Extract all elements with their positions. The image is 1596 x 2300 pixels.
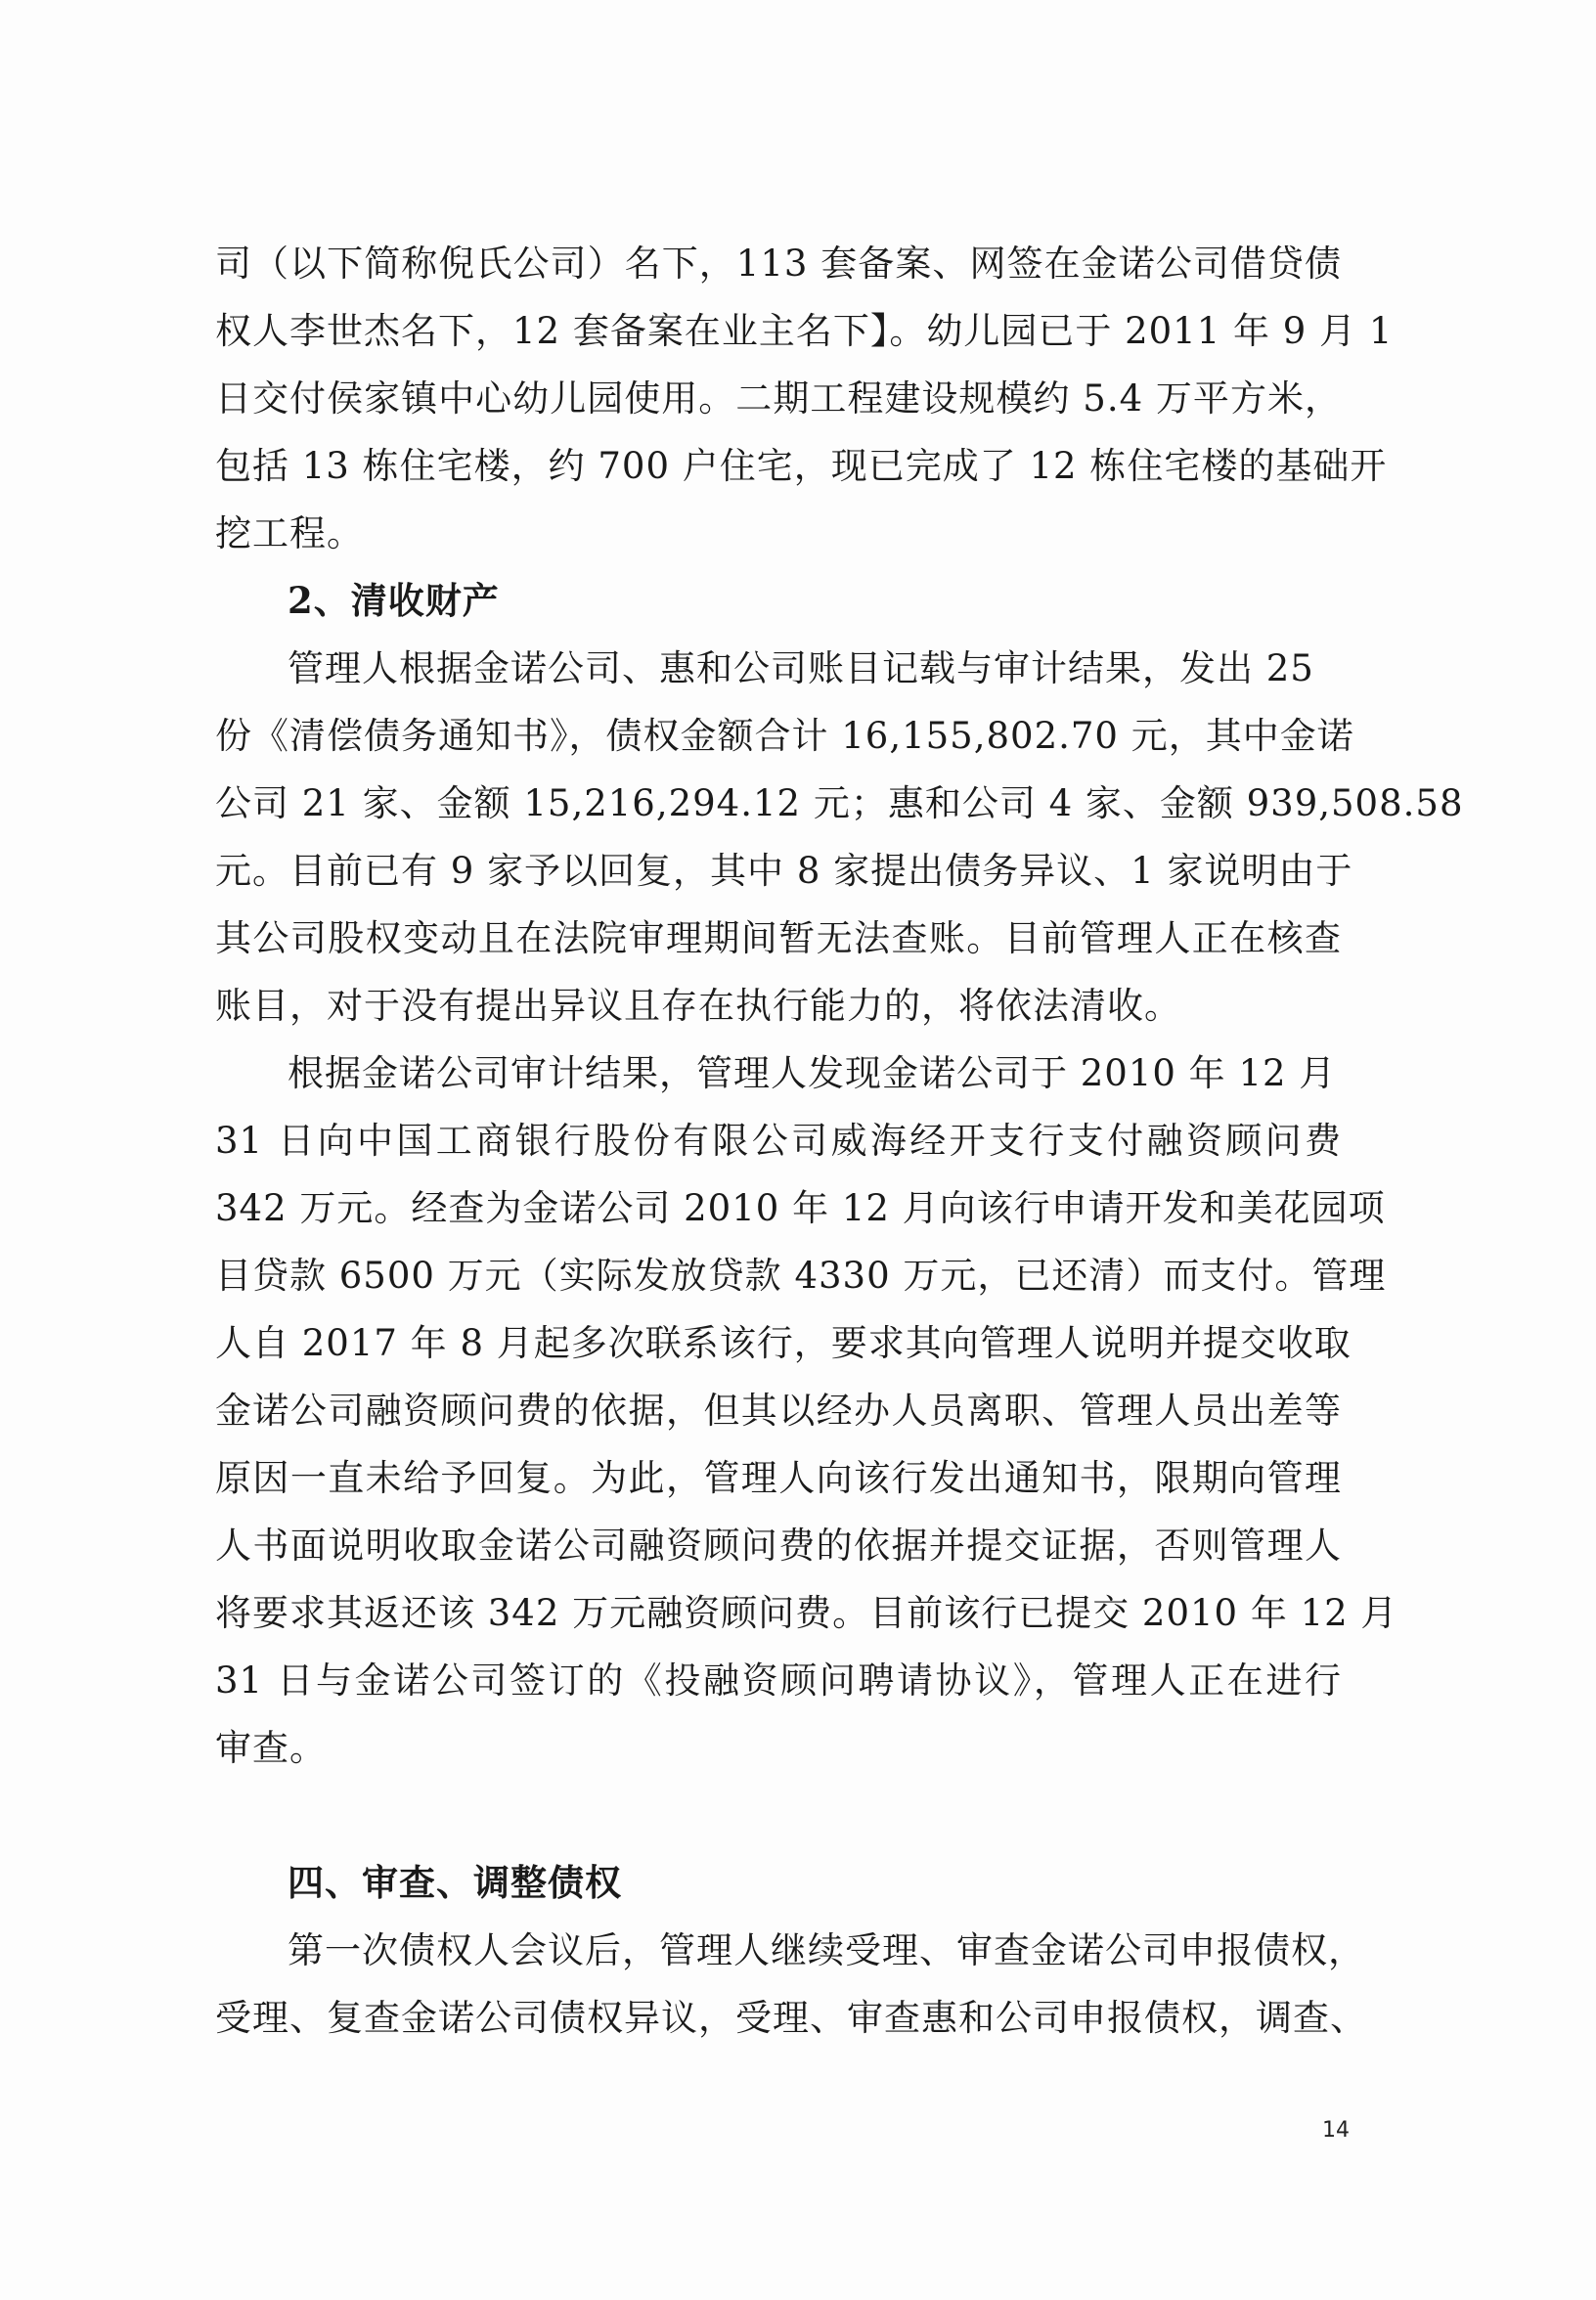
paragraph-line: 公司 21 家、金额 15,216,294.12 元；惠和公司 4 家、金额 939,508.58 xyxy=(215,782,1464,824)
paragraph-line: 其公司股权变动且在法院审理期间暂无法查账。目前管理人正在核查 xyxy=(215,917,1342,959)
blank-line xyxy=(215,1782,1342,1849)
section-heading: 2、清收财产 xyxy=(288,579,500,622)
paragraph-line: 权人李世杰名下，12 套备案在业主名下】。幼儿园已于 2011 年 9 月 1 xyxy=(215,310,1394,352)
paragraph-line: 日交付侯家镇中心幼儿园使用。二期工程建设规模约 5.4 万平方米， xyxy=(215,377,1342,420)
paragraph-line: 人书面说明收取金诺公司融资顾问费的依据并提交证据，否则管理人 xyxy=(215,1525,1342,1567)
paragraph-first-line: 第一次债权人会议后，管理人继续受理、审查金诺公司申报债权， xyxy=(288,1929,1365,1971)
paragraph-line: 原因一直未给予回复。为此，管理人向该行发出通知书，限期向管理 xyxy=(215,1457,1342,1499)
paragraph-line: 金诺公司融资顾问费的依据，但其以经办人员离职、管理人员出差等 xyxy=(215,1390,1342,1432)
page-number: 14 xyxy=(1322,2118,1350,2143)
paragraph-last-line: 挖工程。 xyxy=(215,512,364,554)
paragraph-line: 342 万元。经查为金诺公司 2010 年 12 月向该行申请开发和美花园项 xyxy=(215,1187,1386,1229)
paragraph-first-line: 根据金诺公司审计结果，管理人发现金诺公司于 2010 年 12 月 xyxy=(288,1052,1337,1094)
paragraph-first-line: 管理人根据金诺公司、惠和公司账目记载与审计结果，发出 25 xyxy=(288,647,1314,689)
paragraph-line: 31 日向中国工商银行股份有限公司威海经开支行支付融资顾问费 xyxy=(215,1120,1342,1162)
paragraph-line: 受理、复查金诺公司债权异议，受理、审查惠和公司申报债权，调查、 xyxy=(215,1997,1367,2039)
document-body xyxy=(215,230,1464,2052)
paragraph-line: 人自 2017 年 8 月起多次联系该行，要求其向管理人说明并提交收取 xyxy=(215,1322,1352,1364)
paragraph-last-line: 账目，对于没有提出异议且存在执行能力的，将依法清收。 xyxy=(215,985,1181,1027)
paragraph-line: 将要求其返还该 342 万元融资顾问费。目前该行已提交 2010 年 12 月 xyxy=(215,1592,1398,1634)
paragraph-line: 31 日与金诺公司签订的《投融资顾问聘请协议》，管理人正在进行 xyxy=(215,1659,1342,1702)
paragraph-line: 包括 13 栋住宅楼，约 700 户住宅，现已完成了 12 栋住宅楼的基础开 xyxy=(215,445,1388,487)
paragraph-line: 份《清偿债务通知书》，债权金额合计 16,155,802.70 元，其中金诺 xyxy=(215,715,1354,757)
paragraph-line: 元。目前已有 9 家予以回复，其中 8 家提出债务异议、1 家说明由于 xyxy=(215,850,1353,892)
section-heading: 四、审查、调整债权 xyxy=(288,1861,622,1904)
paragraph-last-line: 审查。 xyxy=(215,1727,327,1769)
paragraph-line: 司（以下简称倪氏公司）名下，113 套备案、网签在金诺公司借贷债 xyxy=(215,243,1342,285)
paragraph-line: 目贷款 6500 万元（实际发放贷款 4330 万元，已还清）而支付。管理 xyxy=(215,1255,1387,1297)
